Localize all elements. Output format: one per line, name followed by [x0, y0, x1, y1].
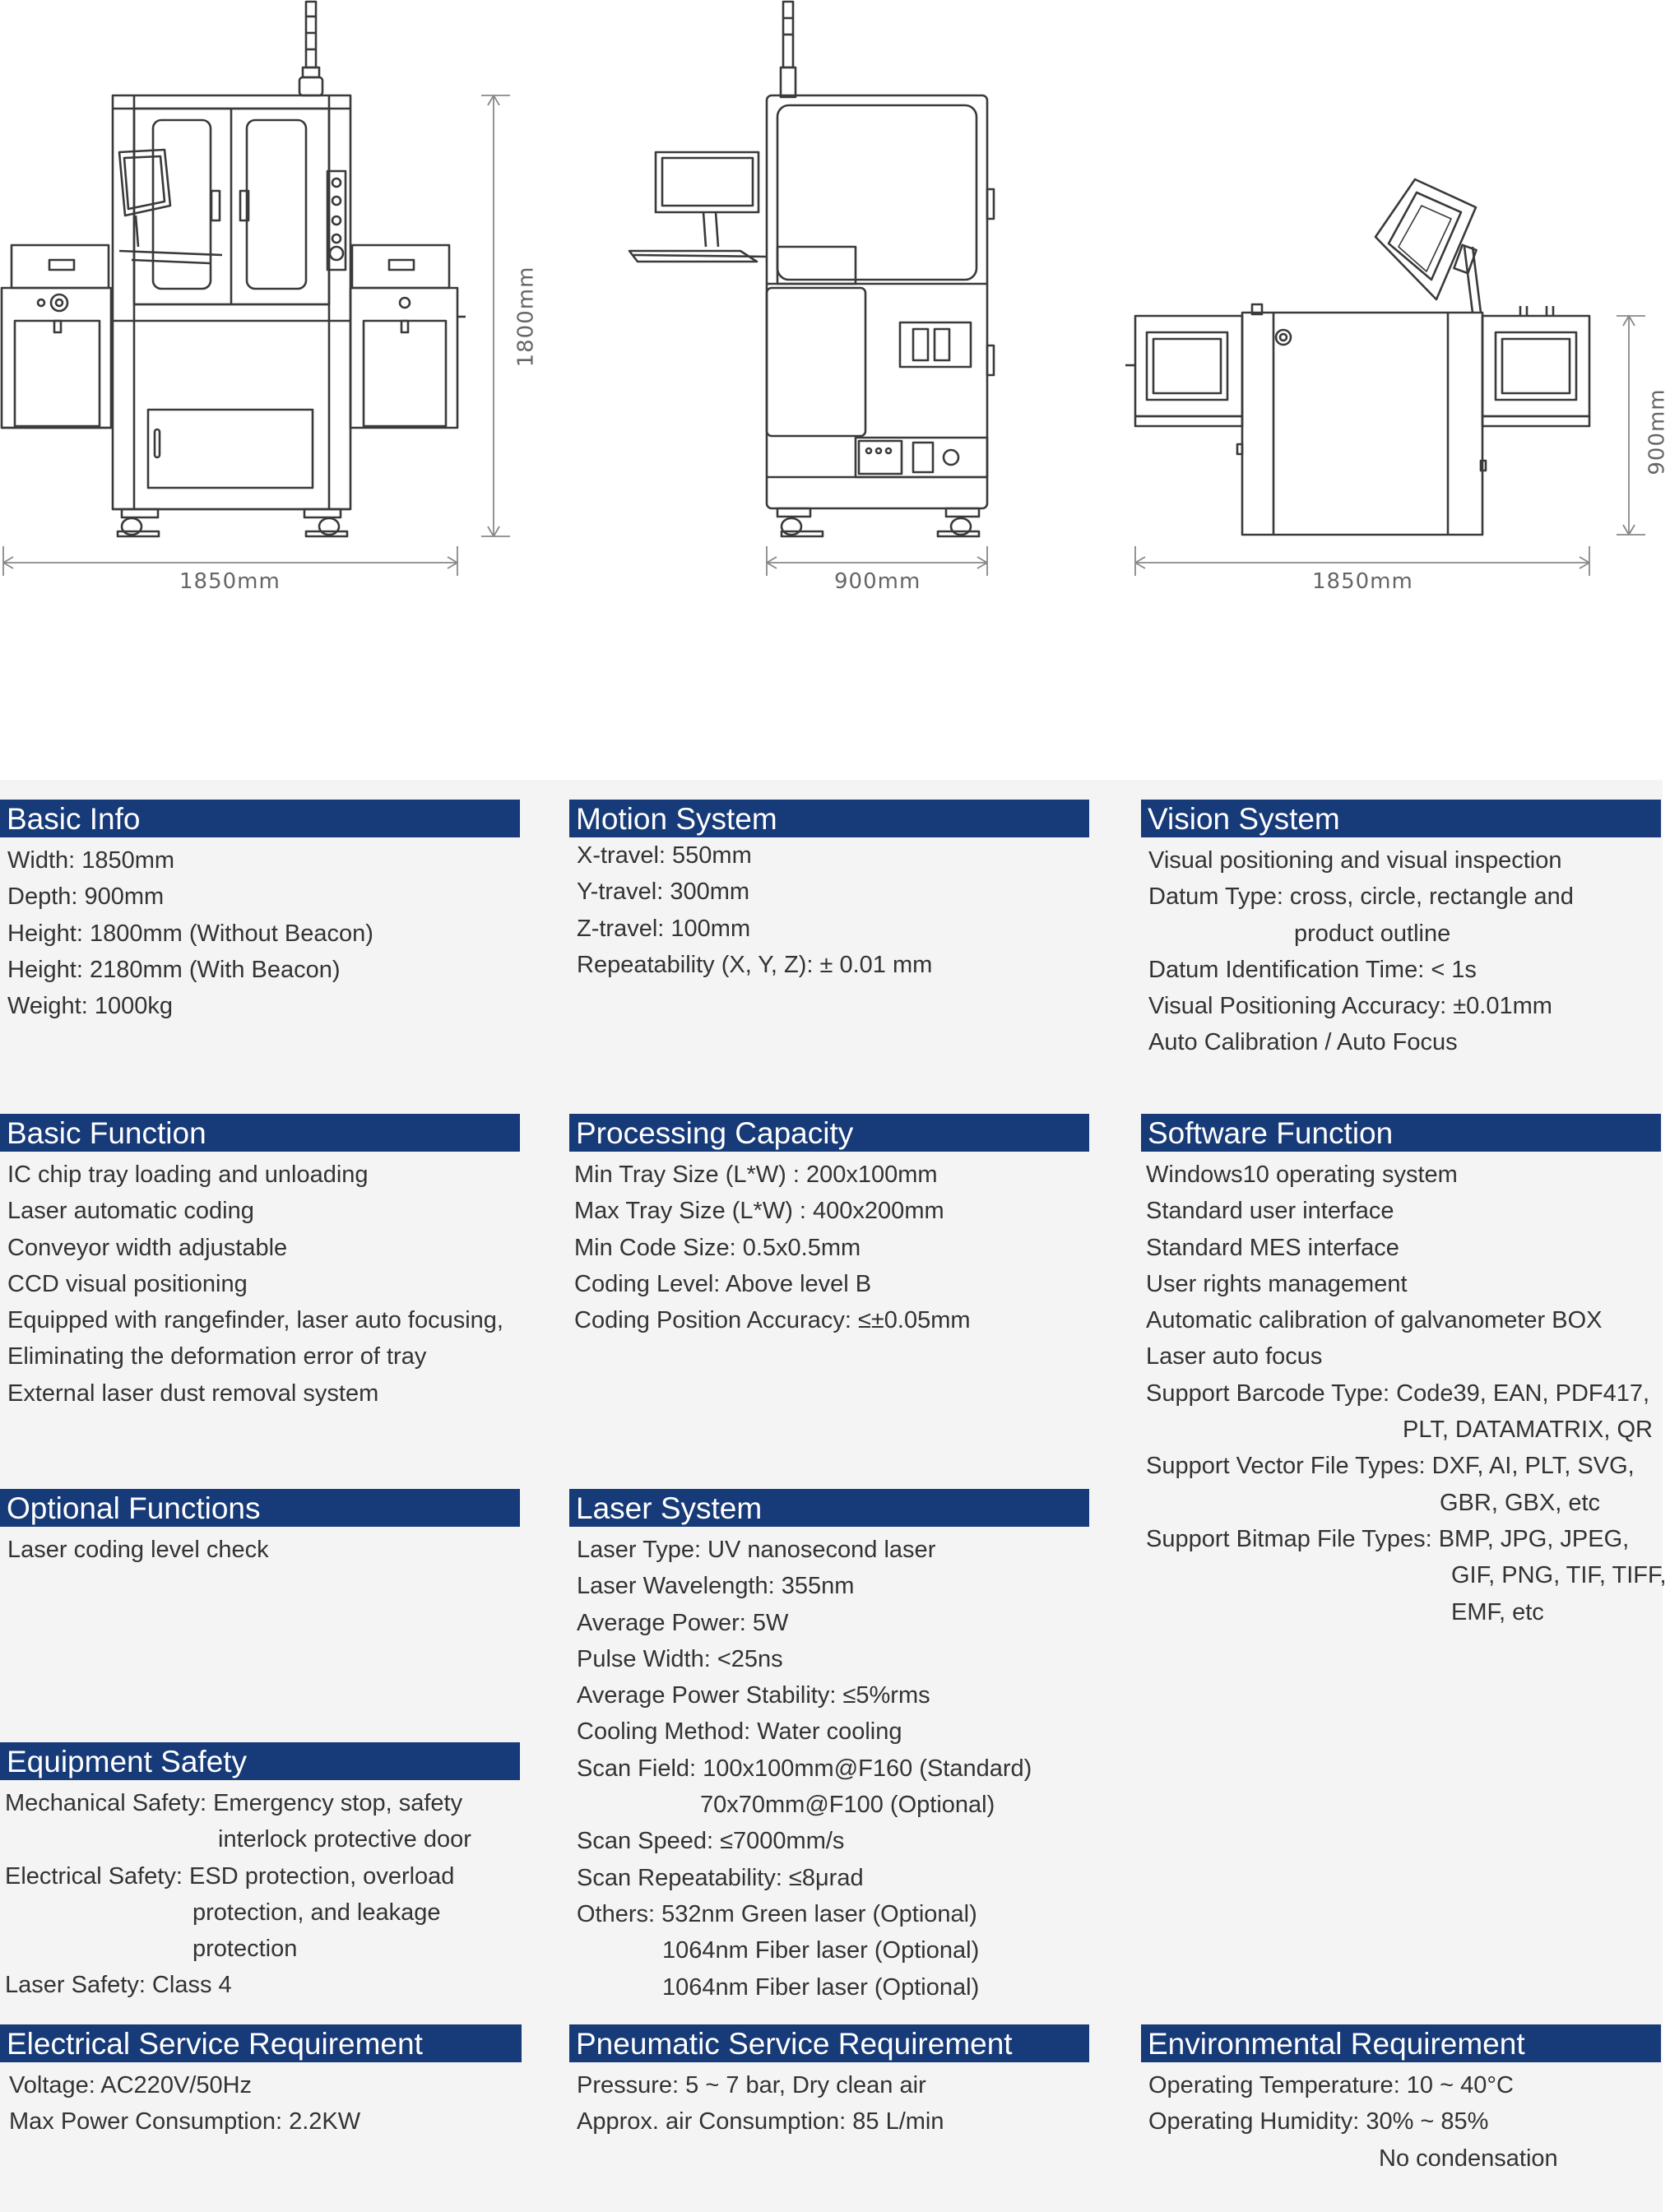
spec-line: Height: 2180mm (With Beacon) [7, 956, 341, 983]
side-width-label: 900mm [834, 569, 921, 594]
section-title: Environmental Requirement [1141, 2024, 1661, 2062]
spec-line: Pulse Width: <25ns [577, 1645, 783, 1672]
spec-line: Visual positioning and visual inspection [1148, 847, 1562, 874]
section-electrical-service [0, 2024, 522, 2140]
front-view-drawing [2, 2, 510, 576]
spec-line: Max Tray Size (L*W) : 400x200mm [574, 1198, 944, 1225]
spec-line: product outline [1294, 920, 1451, 947]
spec-line: EMF, etc [1451, 1598, 1544, 1625]
spec-line: Equipped with rangefinder, laser auto focusing, [7, 1307, 503, 1334]
section-title: Software Function [1141, 1114, 1661, 1152]
top-view-drawing [1125, 179, 1645, 576]
spec-line: Support Vector File Types: DXF, AI, PLT, SVG, [1146, 1453, 1635, 1480]
spec-line: Support Bitmap File Types: BMP, JPG, JPEG, [1146, 1525, 1630, 1552]
section-processing-capacity [569, 1114, 1089, 1338]
spec-line: Electrical Safety: ESD protection, overload [5, 1862, 455, 1890]
spec-line: No condensation [1379, 2145, 1558, 2172]
spec-line: Support Barcode Type: Code39, EAN, PDF417, [1146, 1380, 1650, 1407]
section-title: Pneumatic Service Requirement [569, 2024, 1089, 2062]
spec-line: Datum Identification Time: < 1s [1148, 956, 1477, 983]
spec-line: Conveyor width adjustable [7, 1234, 288, 1261]
section-title: Vision System [1141, 800, 1661, 837]
spec-line: Laser auto focus [1146, 1343, 1323, 1370]
section-title: Basic Function [0, 1114, 520, 1152]
spec-line: Scan Field: 100x100mm@F160 (Standard) [577, 1755, 1032, 1782]
spec-sheet [0, 780, 1667, 2212]
spec-line: protection, and leakage [193, 1899, 441, 1926]
section-basic-function [0, 1114, 520, 1412]
spec-line: Average Power Stability: ≤5%rms [577, 1682, 930, 1709]
spec-line: Operating Temperature: 10 ~ 40°C [1148, 2072, 1514, 2098]
spec-line: Datum Type: cross, circle, rectangle and [1148, 883, 1574, 911]
spec-line: Others: 532nm Green laser (Optional) [577, 1900, 977, 1927]
section-software-function [1141, 1114, 1667, 1630]
spec-line: Laser automatic coding [7, 1198, 254, 1225]
spec-line: Coding Level: Above level B [574, 1270, 872, 1297]
spec-line: GBR, GBX, etc [1440, 1489, 1600, 1516]
spec-line: Min Code Size: 0.5x0.5mm [574, 1234, 861, 1261]
spec-line: Scan Speed: ≤7000mm/s [577, 1828, 845, 1855]
spec-line: 1064nm Fiber laser (Optional) [662, 1937, 980, 1964]
spec-line: Height: 1800mm (Without Beacon) [7, 920, 373, 947]
spec-line: Pressure: 5 ~ 7 bar, Dry clean air [577, 2072, 926, 2098]
section-basic-info [0, 800, 520, 1024]
section-vision-system [1141, 800, 1661, 1061]
spec-line: Laser Safety: Class 4 [5, 1972, 232, 1999]
spec-line: Max Power Consumption: 2.2KW [9, 2108, 361, 2135]
spec-line: Width: 1850mm [7, 847, 175, 874]
spec-line: X-travel: 550mm [577, 842, 752, 869]
section-title: Processing Capacity [569, 1114, 1089, 1152]
spec-line: CCD visual positioning [7, 1270, 248, 1297]
front-height-label: 1800mm [513, 266, 539, 368]
spec-line: Windows10 operating system [1146, 1162, 1458, 1188]
side-view-drawing [629, 2, 994, 576]
spec-line: External laser dust removal system [7, 1380, 379, 1407]
spec-line: Cooling Method: Water cooling [577, 1718, 902, 1746]
section-title: Laser System [569, 1489, 1089, 1527]
section-title: Equipment Safety [0, 1742, 520, 1780]
spec-line: Weight: 1000kg [7, 993, 173, 1020]
spec-line: Auto Calibration / Auto Focus [1148, 1029, 1458, 1056]
spec-line: Standard MES interface [1146, 1234, 1399, 1261]
section-title: Basic Info [0, 800, 520, 837]
spec-line: Average Power: 5W [577, 1609, 789, 1636]
drawing-lines [0, 0, 1663, 642]
spec-line: Operating Humidity: 30% ~ 85% [1148, 2108, 1489, 2135]
spec-line: Laser Type: UV nanosecond laser [577, 1537, 936, 1563]
spec-line: Laser coding level check [7, 1537, 269, 1563]
section-pneumatic-service [569, 2024, 1089, 2140]
spec-line: Eliminating the deformation error of tray [7, 1343, 427, 1370]
spec-line: User rights management [1146, 1270, 1408, 1297]
section-environmental [1141, 2024, 1661, 2177]
spec-line: Laser Wavelength: 355nm [577, 1573, 855, 1600]
spec-line: interlock protective door [218, 1826, 471, 1853]
section-title: Motion System [569, 800, 1089, 837]
spec-line: Z-travel: 100mm [577, 915, 751, 942]
section-equipment-safety [0, 1742, 520, 2004]
section-laser-system [569, 1489, 1089, 2006]
spec-line: Scan Repeatability: ≤8μrad [577, 1864, 864, 1891]
spec-line: Standard user interface [1146, 1198, 1394, 1225]
spec-line: Y-travel: 300mm [577, 879, 750, 906]
spec-line: Approx. air Consumption: 85 L/min [577, 2108, 944, 2135]
section-optional-functions [0, 1489, 520, 1568]
machine-drawings [0, 0, 1670, 642]
spec-line: Repeatability (X, Y, Z): ± 0.01 mm [577, 951, 933, 978]
spec-line: Mechanical Safety: Emergency stop, safety [5, 1790, 463, 1816]
front-width-label: 1850mm [179, 569, 281, 594]
spec-line: protection [193, 1936, 298, 1963]
spec-line: IC chip tray loading and unloading [7, 1162, 369, 1188]
spec-line: PLT, DATAMATRIX, QR [1403, 1417, 1653, 1444]
spec-line: Visual Positioning Accuracy: ±0.01mm [1148, 993, 1552, 1020]
spec-line: Automatic calibration of galvanometer BOX [1146, 1307, 1603, 1334]
spec-line: GIF, PNG, TIF, TIFF, [1451, 1562, 1667, 1589]
spec-line: 70x70mm@F100 (Optional) [700, 1792, 995, 1819]
section-motion-system [569, 800, 1089, 983]
section-title: Optional Functions [0, 1489, 520, 1527]
spec-line: 1064nm Fiber laser (Optional) [662, 1973, 980, 2001]
top-depth-label: 900mm [1644, 388, 1670, 475]
spec-line: Min Tray Size (L*W) : 200x100mm [574, 1162, 938, 1188]
spec-line: Coding Position Accuracy: ≤±0.05mm [574, 1307, 971, 1334]
spec-line: Voltage: AC220V/50Hz [9, 2072, 253, 2098]
section-title: Electrical Service Requirement [0, 2024, 522, 2062]
spec-line: Depth: 900mm [7, 883, 165, 911]
top-width-label: 1850mm [1312, 569, 1413, 594]
